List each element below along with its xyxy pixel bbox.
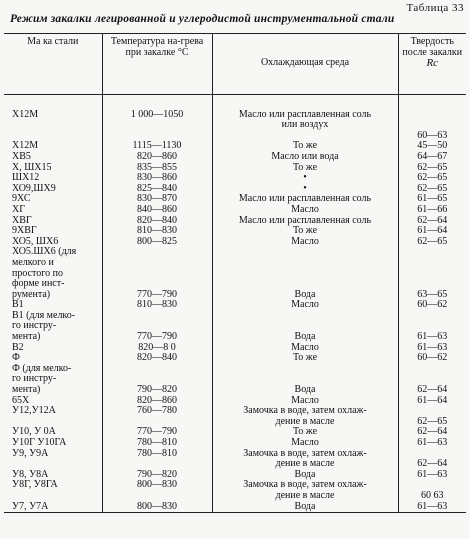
cell-hardness: 60—62 [398, 300, 466, 311]
header-row [4, 34, 466, 95]
cell-temperature: 810—830 [102, 226, 212, 237]
table-row [4, 470, 466, 481]
table-row [4, 226, 466, 237]
cell-temperature: 825—840 [102, 184, 212, 195]
header-medium: Охлаждающая среда [212, 34, 398, 95]
cell-grade: го инстру- [12, 374, 57, 385]
cell-temperature: 820—860 [102, 396, 212, 407]
cell-grade [4, 120, 102, 131]
cell-temperature [102, 269, 212, 280]
cell-medium: Замочка в воде, затем охлаж- [212, 406, 398, 417]
cell-temperature: 780—810 [102, 449, 212, 460]
table-row [4, 502, 466, 513]
cell-temperature [102, 120, 212, 131]
cell-hardness: 62—64 [398, 216, 466, 227]
cell-medium: • [212, 173, 398, 184]
cell-medium: То же [212, 427, 398, 438]
cell-grade: Х12М [12, 141, 39, 152]
cell-hardness: 61—66 [398, 205, 466, 216]
table-row [4, 237, 466, 248]
cell-grade: го инстру- [12, 321, 57, 332]
cell-temperature: 820—840 [102, 353, 212, 364]
table-row [4, 131, 466, 142]
table-row [4, 385, 466, 396]
cell-medium: Масло [212, 205, 398, 216]
cell-hardness: 61—63 [398, 343, 466, 354]
table-row [4, 205, 466, 216]
cell-grade: румента) [12, 289, 51, 300]
table-row [4, 427, 466, 438]
cell-grade: форме инст- [12, 279, 65, 290]
cell-grade: ХО9,ШХ9 [12, 183, 56, 194]
cell-grade [4, 491, 102, 502]
cell-hardness: 61—63 [398, 502, 466, 513]
cell-hardness [398, 110, 466, 121]
cell-grade: простого по [12, 268, 63, 279]
cell-hardness: 62—65 [398, 163, 466, 174]
cell-grade: ХВ5 [12, 151, 31, 162]
table-row [4, 279, 466, 290]
cell-temperature: 790—820 [102, 470, 212, 481]
cell-grade: У9, У9А [12, 448, 49, 459]
table-row [4, 353, 466, 364]
quenching-table [4, 33, 466, 513]
cell-temperature: 830—870 [102, 194, 212, 205]
table-row [4, 332, 466, 343]
cell-temperature: 840—860 [102, 205, 212, 216]
cell-medium: Замочка в воде, затем охлаж- [212, 449, 398, 460]
cell-medium: То же [212, 163, 398, 174]
cell-temperature: 800—825 [102, 237, 212, 248]
cell-medium: Масло [212, 438, 398, 449]
cell-temperature: 770—790 [102, 290, 212, 301]
table-row [4, 300, 466, 311]
table-row [4, 141, 466, 152]
cell-grade [4, 459, 102, 470]
cell-grade: Ф [12, 353, 20, 364]
table-row [4, 184, 466, 195]
cell-grade: 9ХВГ [12, 226, 37, 237]
table-row [4, 449, 466, 460]
cell-medium: Вода [212, 290, 398, 301]
cell-temperature: 770—790 [102, 427, 212, 438]
cell-temperature: 835—855 [102, 163, 212, 174]
table-row [4, 321, 466, 332]
table-row [4, 374, 466, 385]
cell-temperature: 800—830 [102, 502, 212, 513]
table-row [4, 311, 466, 322]
cell-medium: Вода [212, 470, 398, 481]
cell-temperature: 820—860 [102, 152, 212, 163]
cell-medium: Замочка в воде, затем охлаж- [212, 480, 398, 491]
cell-grade: Х12М [12, 109, 39, 120]
cell-temperature [102, 95, 212, 110]
cell-grade [4, 131, 102, 142]
cell-hardness: 62—65 [398, 173, 466, 184]
header-hardness-unit: Rc [426, 57, 439, 69]
cell-temperature [102, 364, 212, 375]
cell-medium [212, 95, 398, 110]
cell-hardness: 61—64 [398, 396, 466, 407]
table-body [4, 95, 466, 513]
cell-temperature: 820—840 [102, 216, 212, 227]
cell-temperature: 760—780 [102, 406, 212, 417]
cell-medium: Масло или расплавленная соль [212, 216, 398, 227]
cell-grade: У10, У 0А [12, 427, 56, 438]
table-row [4, 459, 466, 470]
table-row [4, 343, 466, 354]
cell-grade: мелкого и [12, 257, 54, 268]
cell-grade [4, 417, 102, 428]
cell-hardness: 60 63 [398, 491, 466, 502]
table-row [4, 406, 466, 417]
cell-grade: мента) [12, 332, 41, 343]
cell-temperature [102, 491, 212, 502]
table-row [4, 95, 466, 110]
table-row [4, 491, 466, 502]
cell-medium [212, 364, 398, 375]
cell-hardness: 61—64 [398, 226, 466, 237]
cell-medium [212, 247, 398, 258]
cell-medium [212, 258, 398, 269]
table-row [4, 269, 466, 280]
cell-grade: У8Г, У8ГА [12, 480, 58, 491]
cell-temperature: 1115—1130 [102, 141, 212, 152]
cell-medium: дение в масле [212, 491, 398, 502]
cell-medium: Масло или расплавленная соль [212, 194, 398, 205]
table-row [4, 417, 466, 428]
cell-temperature [102, 311, 212, 322]
header-hardness-label: Твердость после закалки [402, 36, 463, 58]
cell-grade: У10Г У10ГА [12, 438, 67, 448]
cell-hardness [398, 311, 466, 322]
cell-temperature: 810—830 [102, 300, 212, 311]
cell-medium: То же [212, 353, 398, 364]
table-number: Таблица 33 [406, 2, 464, 14]
cell-medium: То же [212, 141, 398, 152]
cell-hardness [398, 95, 466, 110]
cell-hardness [398, 364, 466, 375]
cell-medium: Вода [212, 502, 398, 513]
cell-hardness: 61—65 [398, 194, 466, 205]
cell-grade: ШХ12 [12, 173, 40, 184]
cell-hardness [398, 247, 466, 258]
cell-temperature: 830—860 [102, 173, 212, 184]
cell-medium: Масло [212, 396, 398, 407]
table-row [4, 396, 466, 407]
cell-temperature [102, 247, 212, 258]
table-row [4, 110, 466, 121]
cell-grade [4, 95, 102, 110]
cell-grade: В2 [12, 342, 24, 353]
table-row [4, 480, 466, 491]
cell-temperature: 790—820 [102, 385, 212, 396]
cell-medium: дение в масле [212, 459, 398, 470]
cell-medium [212, 269, 398, 280]
cell-medium: дение в масле [212, 417, 398, 428]
cell-grade: В1 (для мелко- [12, 310, 76, 321]
cell-grade: ХО5.ШХ6 (для [12, 247, 77, 258]
table-caption: Режим закалки легированной и углеродистой инструментальной стали [10, 13, 395, 25]
cell-grade: У12,У12А [12, 406, 56, 417]
cell-grade: Ф (для мелко- [12, 363, 72, 374]
table-row [4, 120, 466, 131]
cell-hardness: 62—65 [398, 417, 466, 428]
cell-hardness: 45—50 [398, 141, 466, 152]
cell-hardness: 61—63 [398, 438, 466, 449]
cell-hardness: 62—65 [398, 184, 466, 195]
cell-medium [212, 311, 398, 322]
cell-temperature: 780—810 [102, 438, 212, 449]
table-row [4, 216, 466, 227]
cell-medium: Вода [212, 385, 398, 396]
cell-hardness [398, 269, 466, 280]
header-grade: Ма ка стали [4, 34, 102, 95]
cell-hardness: 61—63 [398, 470, 466, 481]
cell-temperature: 820—8 0 [102, 343, 212, 354]
cell-hardness: 60—62 [398, 353, 466, 364]
table-row [4, 173, 466, 184]
cell-medium: или воздух [212, 120, 398, 131]
cell-temperature: 800—830 [102, 480, 212, 491]
cell-temperature: 1 000—1050 [102, 110, 212, 121]
cell-hardness: 62—64 [398, 385, 466, 396]
cell-temperature [102, 258, 212, 269]
table-row [4, 290, 466, 301]
cell-grade: ХО5, ШХ6 [12, 236, 59, 247]
cell-hardness: 60—63 [398, 131, 466, 142]
table-row [4, 163, 466, 174]
cell-hardness: 62—64 [398, 459, 466, 470]
cell-medium: Вода [212, 332, 398, 343]
cell-grade: 9ХС [12, 194, 31, 205]
cell-grade: мента) [12, 385, 41, 396]
cell-medium: Масло [212, 343, 398, 354]
cell-grade: 65Х [12, 395, 30, 406]
cell-medium: Масло [212, 237, 398, 248]
table-row [4, 364, 466, 375]
cell-grade: В1 [12, 300, 24, 311]
cell-medium: Масло или расплавленная соль [212, 110, 398, 121]
cell-medium: То же [212, 226, 398, 237]
header-hardness [398, 34, 466, 95]
cell-grade: ХВГ [12, 215, 32, 226]
table-row [4, 438, 466, 449]
cell-hardness: 63—65 [398, 290, 466, 301]
header-temperature: Температура на-грева при закалке °C [102, 34, 212, 95]
cell-medium: Масло [212, 300, 398, 311]
cell-hardness: 62—64 [398, 427, 466, 438]
cell-temperature: 770—790 [102, 332, 212, 343]
cell-grade: ХГ [12, 204, 26, 215]
table-row [4, 152, 466, 163]
cell-medium: Масло или вода [212, 152, 398, 163]
cell-grade: Х, ШХ15 [12, 162, 52, 173]
cell-medium: • [212, 184, 398, 195]
table-row [4, 258, 466, 269]
cell-hardness: 64—67 [398, 152, 466, 163]
cell-hardness: 62—65 [398, 237, 466, 248]
cell-grade: У8, У8А [12, 469, 49, 480]
cell-hardness: 61—63 [398, 332, 466, 343]
cell-hardness [398, 258, 466, 269]
table-row [4, 247, 466, 258]
table-row [4, 194, 466, 205]
cell-grade: У7, У7А [4, 502, 102, 513]
